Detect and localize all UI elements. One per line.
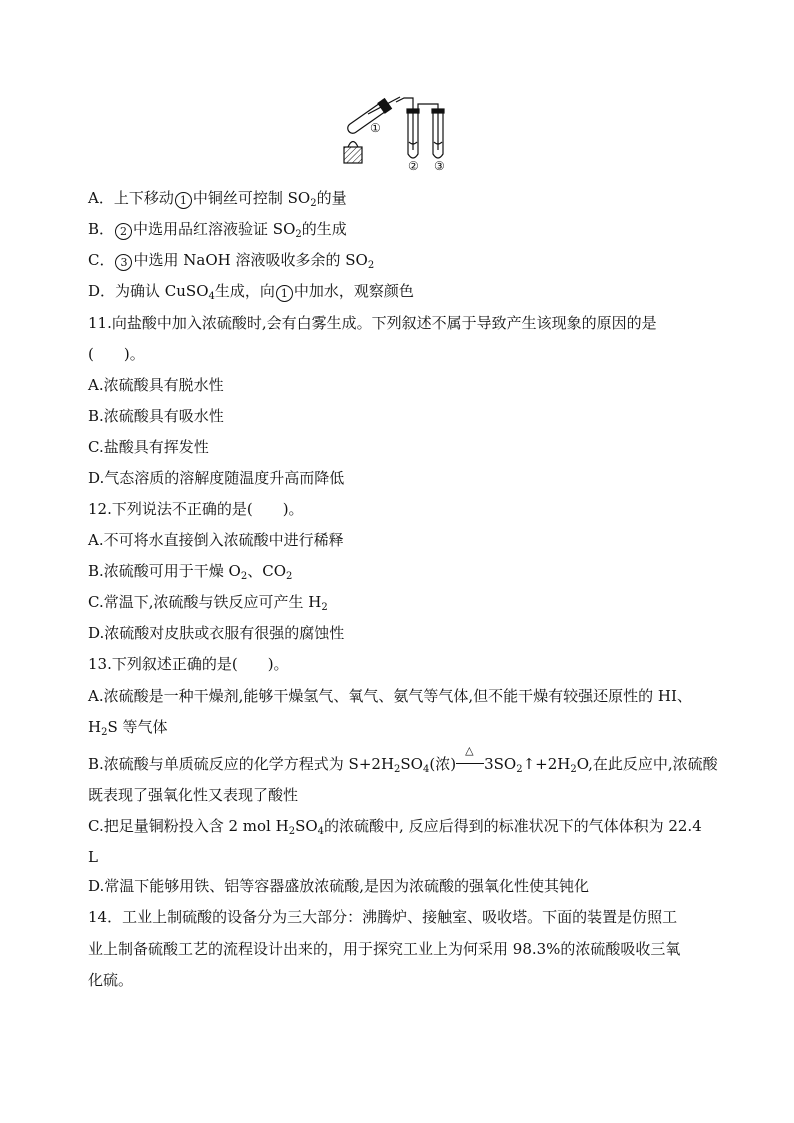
circled-number-icon: 2 bbox=[115, 223, 132, 240]
delivery-tube-1 bbox=[396, 98, 413, 150]
q13-option-b-cont: 既表现了强氧化性又表现了酸性 bbox=[88, 786, 299, 804]
q11-stem: 11.向盐酸中加入浓硫酸时,会有白雾生成。下列叙述不属于导致产生该现象的原因的是 bbox=[88, 314, 657, 332]
q12-option-d: D.浓硫酸对皮肤或衣服有很强的腐蚀性 bbox=[88, 624, 345, 642]
q14-stem-line2: 业上制备硫酸工艺的流程设计出来的，用于探究工业上为何采用 98.3%的浓硫酸吸收三氧 bbox=[88, 940, 681, 958]
q13-option-c-cont: L bbox=[88, 848, 98, 866]
circled-number-icon: 3 bbox=[115, 254, 132, 271]
circled-number-icon: 1 bbox=[175, 192, 192, 209]
q13-option-a-cont: $H_2S$ 等气体 bbox=[88, 718, 168, 738]
q13-option-a: A.浓硫酸是一种干燥剂,能够干燥氢气、氧气、氨气等气体,但不能干燥有较强还原性的 HI、 bbox=[88, 687, 692, 705]
q10-option-c: C． 3 中选用 NaOH 溶液吸收多余的 $SO_2$ bbox=[88, 251, 375, 271]
q12-option-a: A.不可将水直接倒入浓硫酸中进行稀释 bbox=[88, 531, 344, 549]
q12-stem: 12.下列说法不正确的是( )。 bbox=[88, 500, 304, 518]
q10-option-a: A．上下移动 1 中铜丝可控制 $SO_2$的量 bbox=[88, 189, 347, 209]
q11-option-c: C.盐酸具有挥发性 bbox=[88, 438, 209, 456]
q11-option-a: A.浓硫酸具有脱水性 bbox=[88, 376, 224, 394]
q12-option-b: B.浓硫酸可用于干燥 $O_2$、$CO_2$ bbox=[88, 562, 293, 582]
label-one: ① bbox=[370, 121, 381, 135]
q11-option-d: D.气态溶质的溶解度随温度升高而降低 bbox=[88, 469, 345, 487]
apparatus-diagram bbox=[338, 92, 462, 172]
label-three: ③ bbox=[434, 159, 445, 172]
heating-condition-arrow: △ bbox=[456, 754, 484, 774]
q11-option-b: B.浓硫酸具有吸水性 bbox=[88, 407, 224, 425]
circled-number-icon: 1 bbox=[276, 285, 293, 302]
q12-option-c: C.常温下,浓硫酸与铁反应可产生 $H_2$ bbox=[88, 593, 328, 613]
q13-option-b: B.浓硫酸与单质硫反应的化学方程式为 $S+2H_2SO_4$(浓) △ $3SO_2↑+2H_2O$,在此反应中,浓硫酸 bbox=[88, 744, 718, 775]
q13-option-c: C.把足量铜粉投入含 2 mol $H_2SO_4$的浓硫酸中, 反应后得到的标准状况下的气体体积为 22.4 bbox=[88, 817, 702, 837]
label-two: ② bbox=[408, 159, 419, 172]
q13-stem: 13.下列叙述正确的是( )。 bbox=[88, 655, 289, 673]
q11-stem-cont: ( )。 bbox=[88, 345, 145, 363]
q14-stem-line1: 14．工业上制硫酸的设备分为三大部分：沸腾炉、接触室、吸收塔。下面的装置是仿照工 bbox=[88, 908, 678, 926]
q10-option-d: D．为确认 CuSO$_4$生成，向 1 中加水，观察颜色 bbox=[88, 282, 414, 302]
burner-base bbox=[344, 147, 362, 163]
burner-flame bbox=[348, 142, 358, 148]
q13-option-d: D.常温下能够用铁、铝等容器盛放浓硫酸,是因为浓硫酸的强氧化性使其钝化 bbox=[88, 877, 590, 895]
q14-stem-line3: 化硫。 bbox=[88, 971, 134, 989]
q10-option-b: B． 2 中选用品红溶液验证 $SO_2$的生成 bbox=[88, 220, 347, 240]
